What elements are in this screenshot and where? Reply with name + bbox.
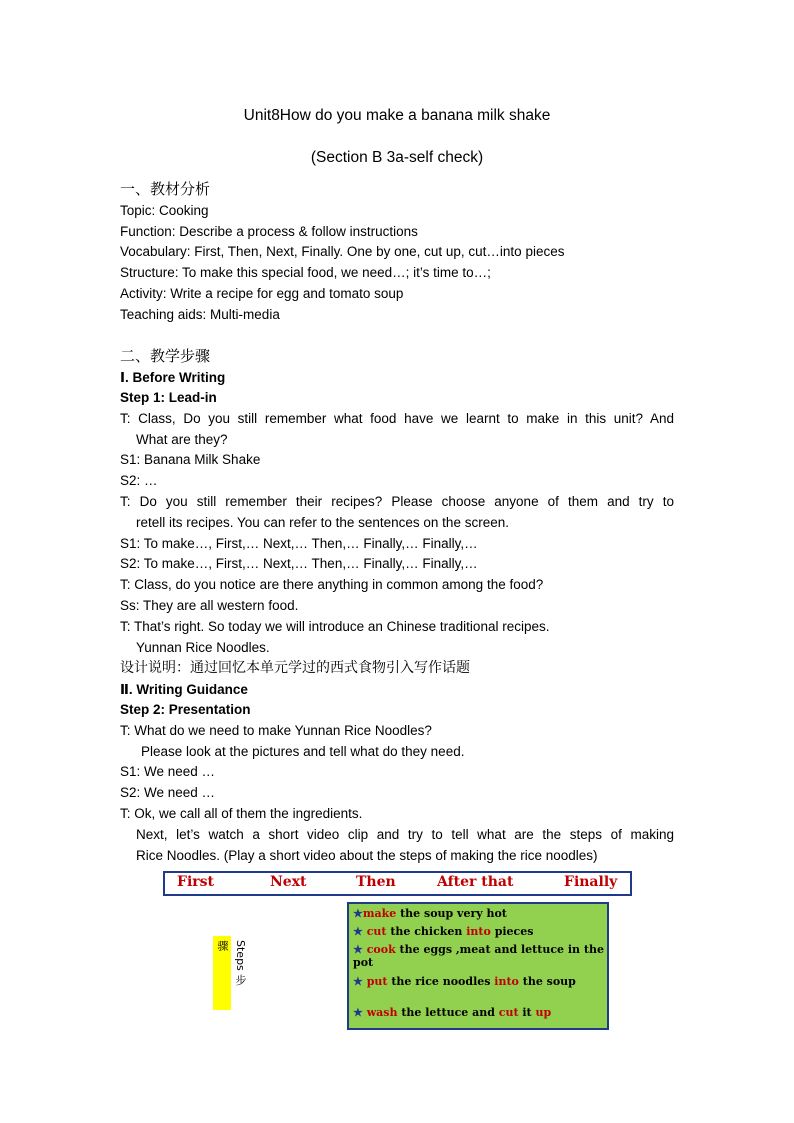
document-subtitle: (Section B 3a-self check) — [310, 149, 484, 166]
recipe-verb: cut — [498, 1006, 519, 1019]
sequence-word: First — [177, 874, 214, 890]
recipe-verb: put — [366, 975, 388, 988]
steps-tag-chinese-a: 步 — [234, 974, 247, 986]
steps-tag-english-text: Steps — [234, 940, 247, 971]
topic-line: Topic: Cooking — [120, 203, 209, 218]
recipe-steps-box — [347, 902, 609, 1030]
sequence-word: Finally — [564, 874, 618, 890]
dialogue-line: T: Do you still remember their recipes? Please choose anyone of them and try to — [120, 494, 674, 509]
design-note: 设计说明：通过回忆本单元学过的西式食物引入写作话题 — [120, 660, 470, 676]
dialogue-line: retell its recipes. You can refer to the sentences on the screen. — [136, 515, 509, 530]
recipe-verb: up — [535, 1006, 552, 1019]
dialogue-line: What are they? — [136, 432, 228, 447]
sequence-word: Then — [356, 874, 396, 890]
recipe-step — [353, 975, 605, 988]
dialogue-line: S1: Banana Milk Shake — [120, 452, 261, 467]
section2-heading: 二、教学步骤 — [120, 347, 211, 365]
dialogue-line: T: That’s right. So today we will introduce an Chinese traditional recipes. — [120, 619, 550, 634]
star-icon: ★ — [353, 943, 367, 956]
recipe-text: it — [518, 1006, 536, 1019]
section1-heading: 一、教材分析 — [120, 180, 211, 198]
structure-line: Structure: To make this special food, we need…; it’s time to…; — [120, 265, 491, 280]
document-title: Unit8How do you make a banana milk shake — [243, 107, 551, 124]
dialogue-line: S2: To make…, First,… Next,… Then,… Finally,… Finally,… — [120, 556, 478, 571]
teaching-aids-line: Teaching aids: Multi-media — [120, 307, 280, 322]
recipe-step — [353, 925, 605, 938]
recipe-text: the lettuce and — [397, 1006, 499, 1019]
part1-heading: Ⅰ. Before Writing — [120, 370, 226, 385]
dialogue-line: T: Class, do you notice are there anything in common among the food? — [120, 577, 544, 592]
recipe-text: the soup — [518, 975, 576, 988]
recipe-step — [353, 943, 605, 969]
star-icon: ★ — [353, 1006, 367, 1019]
dialogue-line: T: Ok, we call all of them the ingredients. — [120, 806, 363, 821]
steps-tag-english — [232, 940, 248, 985]
step1-heading: Step 1: Lead-in — [120, 390, 217, 405]
sequence-words-bar — [163, 871, 632, 896]
dialogue-line: T: Class, Do you still remember what food have we learnt to make in this unit? And — [120, 411, 674, 426]
recipe-verb: into — [466, 925, 491, 938]
dialogue-line: S1: We need … — [120, 764, 216, 779]
dialogue-line: Please look at the pictures and tell what do they need. — [141, 744, 465, 759]
sequence-word: After that — [437, 874, 514, 890]
sequence-word: Next — [270, 874, 307, 890]
recipe-verb: wash — [366, 1006, 398, 1019]
recipe-verb: cut — [366, 925, 387, 938]
recipe-text: the chicken — [386, 925, 467, 938]
recipe-step — [353, 1006, 605, 1019]
dialogue-line: S2: … — [120, 473, 158, 488]
dialogue-line: S1: To make…, First,… Next,… Then,… Finally,… Finally,… — [120, 536, 478, 551]
dialogue-line: T: What do we need to make Yunnan Rice Noodles? — [120, 723, 432, 738]
recipe-step — [353, 907, 605, 920]
activity-line: Activity: Write a recipe for egg and tomato soup — [120, 286, 404, 301]
recipe-verb: make — [362, 907, 397, 920]
star-icon: ★ — [353, 975, 367, 988]
recipe-text: the rice noodles — [387, 975, 495, 988]
dialogue-line: Yunnan Rice Noodles. — [136, 640, 270, 655]
recipe-text: the soup very hot — [396, 907, 507, 920]
dialogue-line: Next, let’s watch a short video clip and try to tell what are the steps of making — [136, 827, 674, 842]
dialogue-line: Ss: They are all western food. — [120, 598, 299, 613]
part2-heading: Ⅱ. Writing Guidance — [120, 682, 248, 697]
recipe-verb: cook — [366, 943, 396, 956]
star-icon: ★ — [353, 907, 363, 920]
function-line: Function: Describe a process & follow instructions — [120, 224, 418, 239]
recipe-text: pieces — [490, 925, 534, 938]
dialogue-line: Rice Noodles. (Play a short video about the steps of making the rice noodles) — [136, 848, 598, 863]
steps-tag-chinese: 骤 — [216, 940, 229, 951]
vocabulary-line: Vocabulary: First, Then, Next, Finally. One by one, cut up, cut…into pieces — [120, 244, 565, 259]
star-icon: ★ — [353, 925, 367, 938]
step2-heading: Step 2: Presentation — [120, 702, 251, 717]
recipe-text: the eggs ,meat and lettuce in the pot — [353, 943, 604, 969]
recipe-verb: into — [494, 975, 519, 988]
dialogue-line: S2: We need … — [120, 785, 216, 800]
